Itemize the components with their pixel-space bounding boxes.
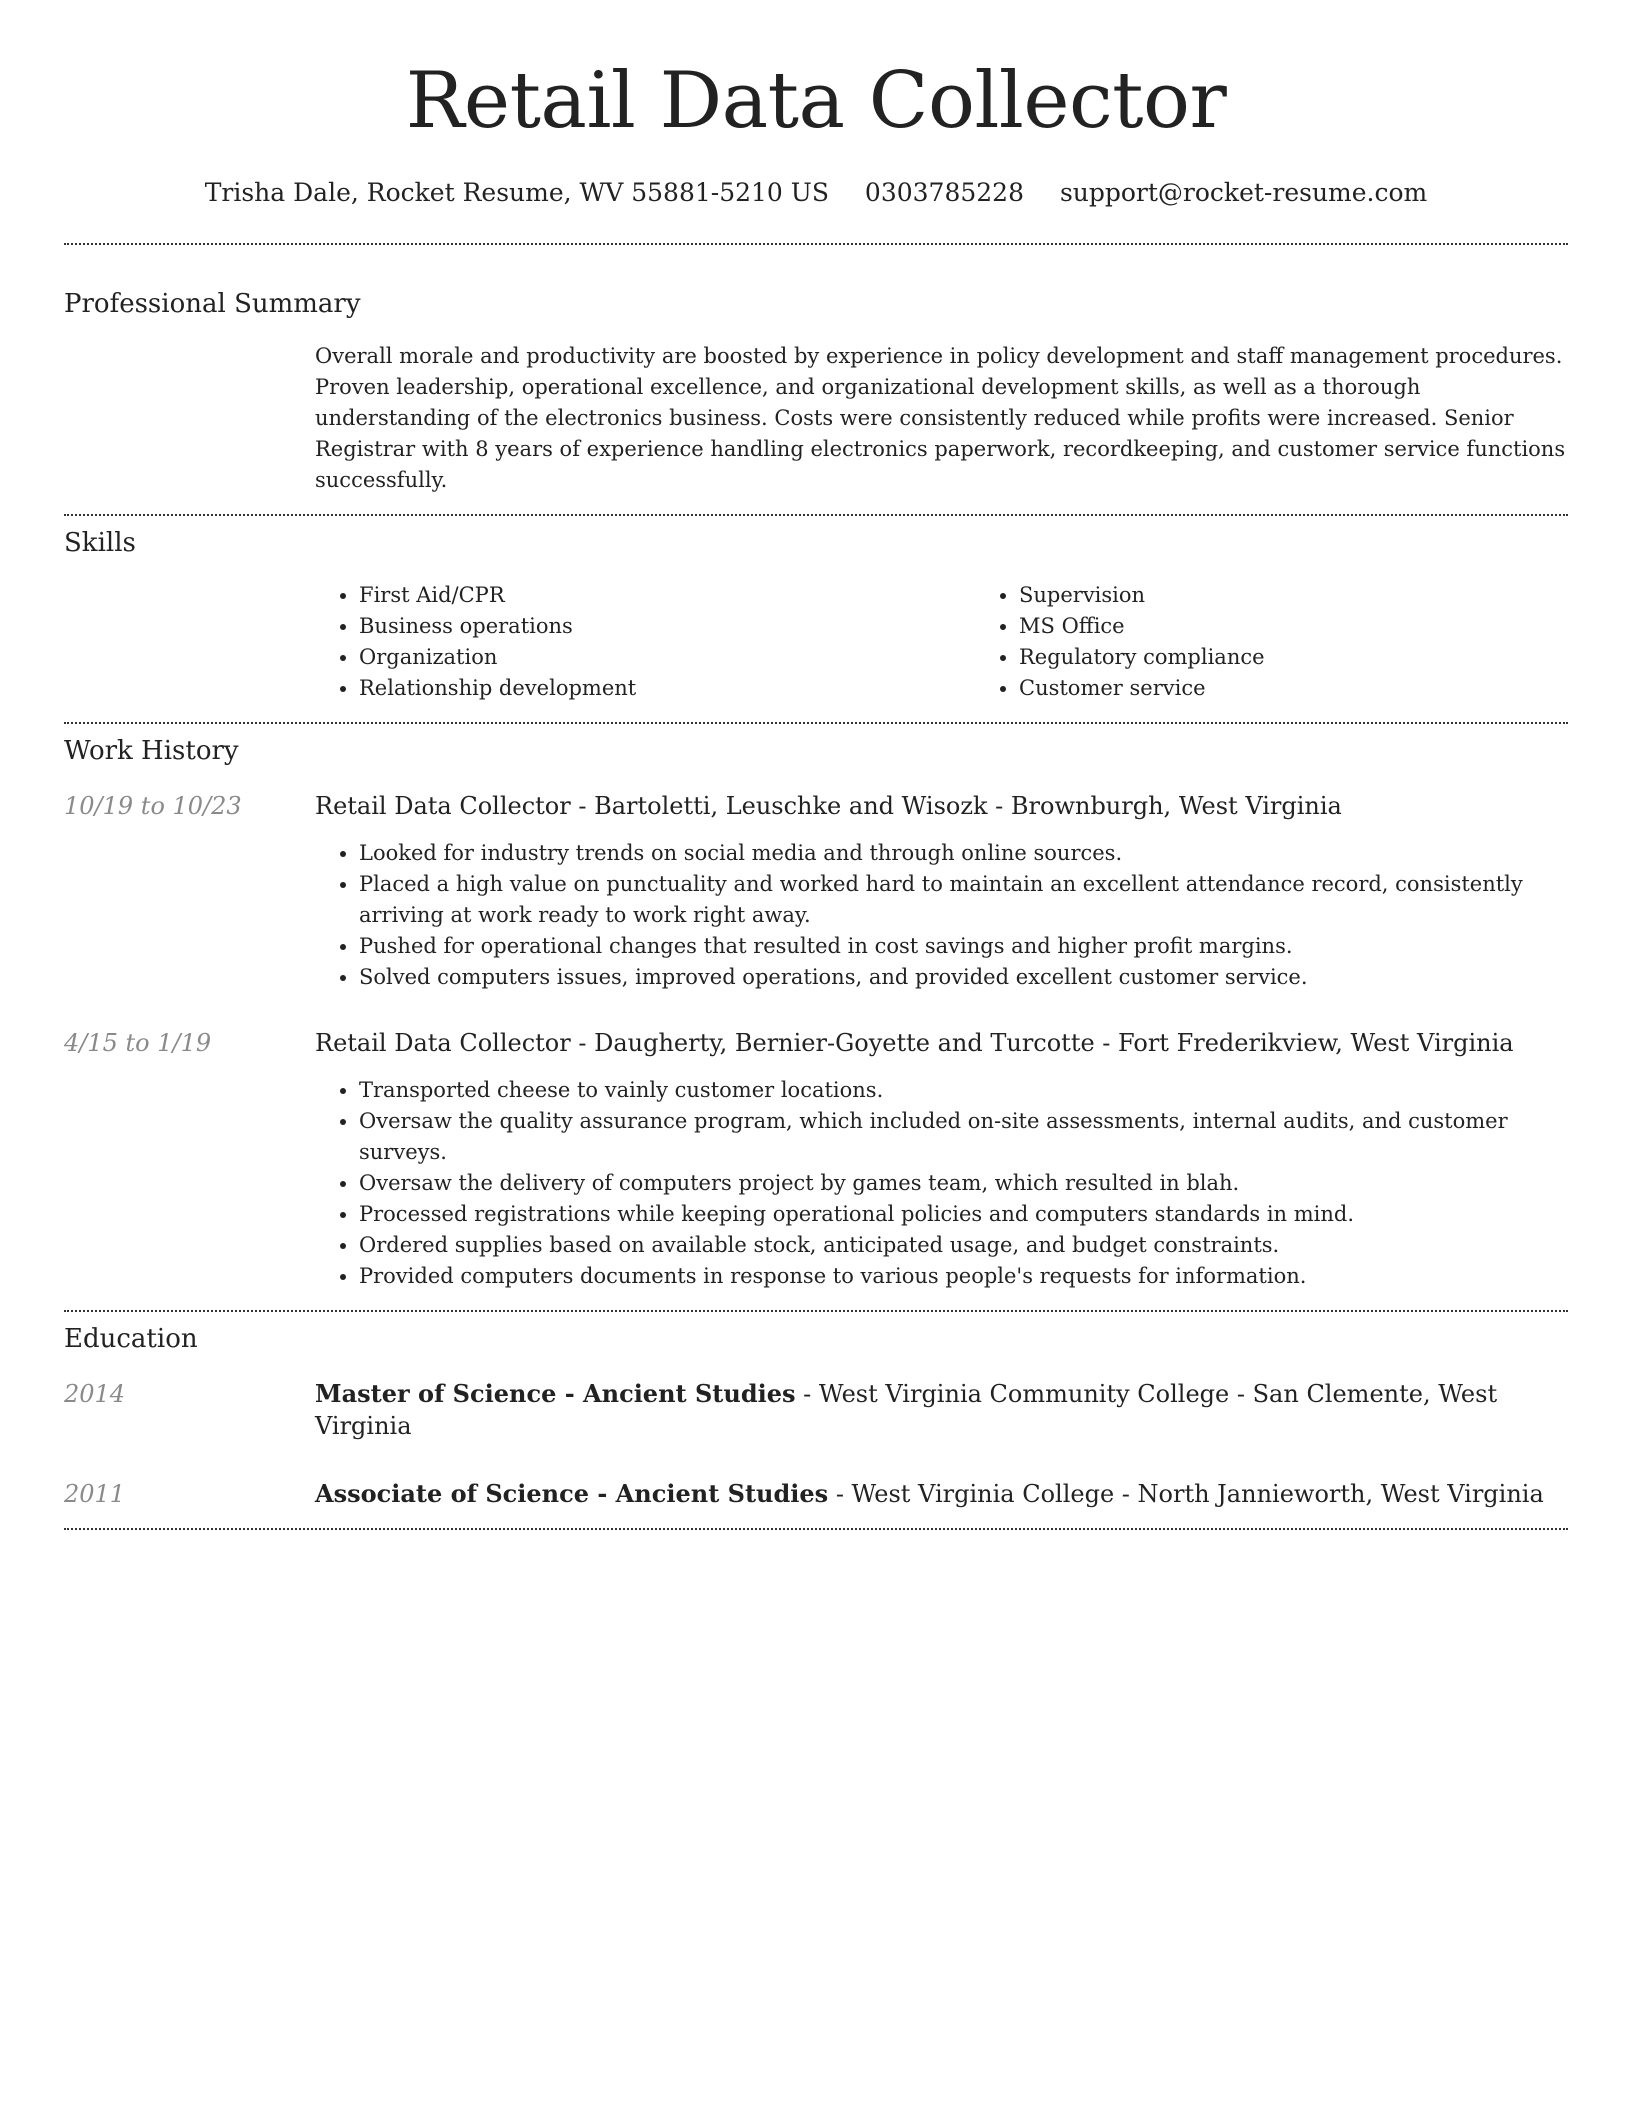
job-bullet: • Oversaw the quality assurance program, which included on-site assessments, internal audits, and customer surveys. — [359, 1106, 1568, 1168]
work-section — [64, 736, 1568, 1292]
job-bullet: • Provided computers documents in response to various people's requests for information. — [359, 1261, 1568, 1292]
job-bullet: • Transported cheese to vainly customer locations. — [359, 1075, 1568, 1106]
education-entry — [64, 1378, 1568, 1442]
education-heading-line — [315, 1378, 1568, 1442]
job-title: Retail Data Collector — [315, 1029, 571, 1057]
education-school: - West Virginia College - North Jannieworth, West Virginia — [828, 1480, 1544, 1508]
skill-item: • Organization — [359, 642, 975, 673]
job-heading — [315, 790, 1568, 822]
job-bullet: • Solved computers issues, improved operations, and provided excellent customer service. — [359, 962, 1568, 993]
skills-section — [64, 528, 1568, 704]
job-bullet: • Ordered supplies based on available stock, anticipated usage, and budget constraints. — [359, 1230, 1568, 1261]
work-heading: Work History — [64, 736, 239, 766]
education-degree: Master of Science - Ancient Studies — [315, 1379, 796, 1408]
job-bullet: • Placed a high value on punctuality and worked hard to maintain an excellent attendance record, consistently arriving at work ready to work right away. — [359, 869, 1568, 931]
job-employer: - Daugherty, Bernier-Goyette and Turcotte - Fort Frederikview, West Virginia — [570, 1029, 1514, 1057]
skill-item: • Relationship development — [359, 673, 975, 704]
job-bullet: • Oversaw the delivery of computers project by games team, which resulted in blah. — [359, 1168, 1568, 1199]
education-heading: Education — [64, 1324, 198, 1354]
job-bullet: • Processed registrations while keeping operational policies and computers standards in mind. — [359, 1199, 1568, 1230]
education-heading-line — [315, 1478, 1568, 1510]
skill-item: • Business operations — [359, 611, 975, 642]
divider — [64, 1528, 1568, 1530]
skill-item: • Regulatory compliance — [1019, 642, 1265, 673]
job-title: Retail Data Collector — [315, 792, 571, 820]
skills-heading: Skills — [64, 528, 136, 558]
contact-email: support@rocket-resume.com — [1059, 178, 1428, 207]
skills-column-2 — [975, 580, 1265, 704]
skill-item: • MS Office — [1019, 611, 1265, 642]
contact-address: Trisha Dale, Rocket Resume, WV 55881-5210 US — [204, 178, 829, 207]
job-date: 4/15 to 1/19 — [64, 1029, 212, 1057]
resume-title: Retail Data Collector — [405, 56, 1227, 146]
job-date: 10/19 to 10/23 — [64, 792, 242, 820]
job-entry — [64, 790, 1568, 993]
summary-section — [64, 289, 1568, 496]
education-school: - West Virginia Community College - San Clemente, West Virginia — [315, 1380, 1498, 1440]
skill-item: • First Aid/CPR — [359, 580, 975, 611]
education-section — [64, 1324, 1568, 1510]
job-bullet: • Looked for industry trends on social media and through online sources. — [359, 838, 1568, 869]
skill-item: • Customer service — [1019, 673, 1265, 704]
divider — [64, 1310, 1568, 1312]
summary-text: Overall morale and productivity are boosted by experience in policy development and staff management procedures. Proven leadership, operational excellence, and organizational development skills, as well as a thorough understanding of the electronics business. Costs were consistently reduced while profits were increased. Senior Registrar with 8 years of experience handling electronics paperwork, recordkeeping, and customer service functions successfully. — [315, 344, 1566, 492]
education-year: 2011 — [64, 1480, 126, 1508]
contact-phone: 0303785228 — [864, 178, 1024, 207]
skills-column-1 — [315, 580, 975, 704]
education-entry — [64, 1478, 1568, 1510]
job-heading — [315, 1027, 1568, 1059]
summary-spacer — [64, 341, 315, 496]
skill-item: • Supervision — [1019, 580, 1265, 611]
job-entry — [64, 1027, 1568, 1292]
divider — [64, 514, 1568, 516]
job-bullets — [315, 1075, 1568, 1292]
divider — [64, 722, 1568, 724]
summary-heading: Professional Summary — [64, 289, 361, 319]
education-year: 2014 — [64, 1380, 126, 1408]
education-degree: Associate of Science - Ancient Studies — [315, 1479, 829, 1508]
job-bullets — [315, 838, 1568, 993]
job-bullet: • Pushed for operational changes that resulted in cost savings and higher profit margins. — [359, 931, 1568, 962]
divider — [64, 243, 1568, 245]
skills-grid — [315, 580, 1568, 704]
job-employer: - Bartoletti, Leuschke and Wisozk - Brownburgh, West Virginia — [570, 792, 1342, 820]
contact-line — [64, 178, 1568, 207]
